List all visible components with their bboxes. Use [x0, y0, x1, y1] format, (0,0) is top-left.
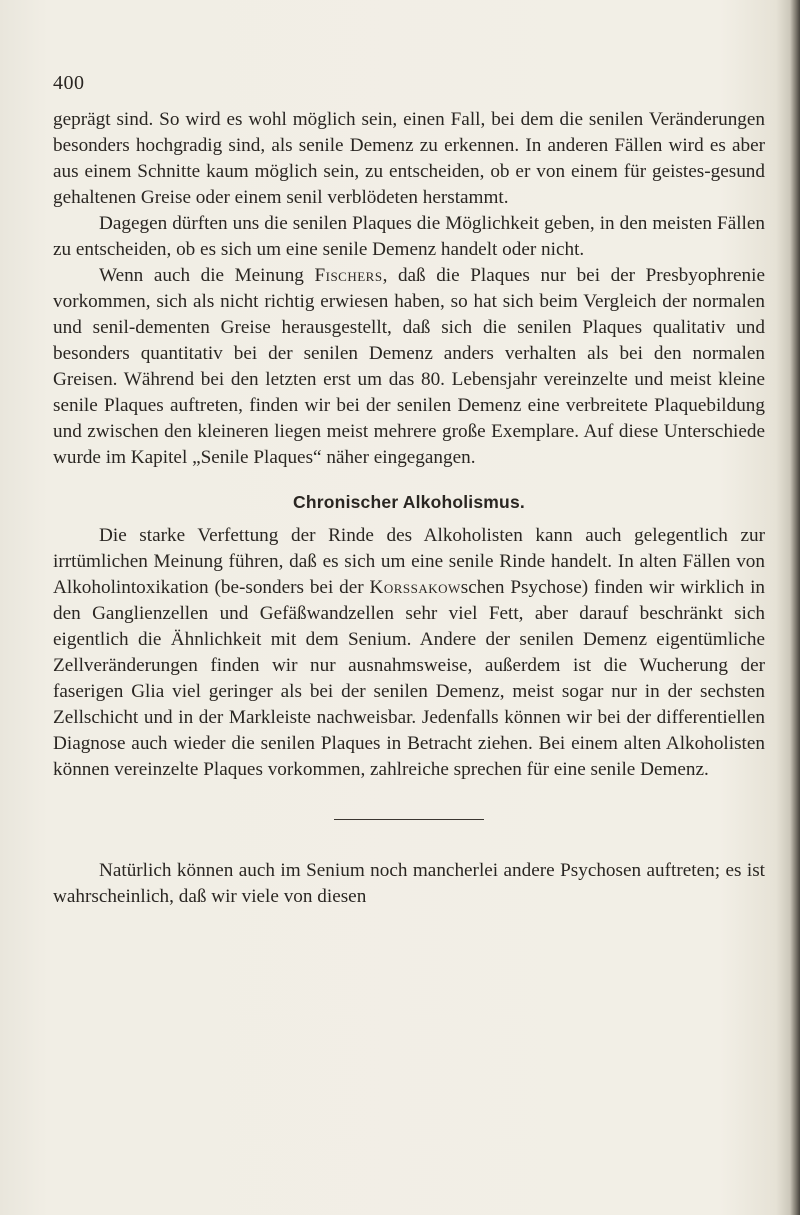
body-text — [53, 107, 765, 910]
final-paragraph: Natürlich können auch im Senium noch mancherlei andere Psychosen auftreten; es ist wahrscheinlich, daß wir viele von diesen — [53, 860, 765, 907]
page-number: 400 — [53, 72, 85, 94]
section-divider — [334, 819, 484, 820]
paragraph-3 — [53, 263, 765, 471]
author-name-fischer: Fischers — [314, 265, 383, 286]
author-name-korssakow: Korssakow — [369, 577, 461, 598]
section-heading: Chronischer Alkoholismus. — [293, 492, 525, 512]
paragraph-3-rest: , daß die Plaques nur bei der Presbyophrenie vorkommen, sich als nicht richtig erwiesen haben, so hat sich beim Vergleich der normalen und senil-dementen Greise herausgestellt, daß sich die senilen Plaques qualitativ und besonders quantitativ bei der senilen Demenz anders verhalten als bei den normalen Greisen. Während bei den letzten erst um das 80. Lebensjahr vereinzelte und meist kleine senile Plaques auftreten, finden wir bei der senilen Demenz eine verbreitete Plaquebildung und zwischen den kleineren liegen meist mehrere große Exemplare. Auf diese Unterschiede wurde im Kapitel „Senile Plaques“ näher eingegangen. — [53, 265, 765, 468]
paragraph-2: Dagegen dürften uns die senilen Plaques die Möglichkeit geben, in den meisten Fällen zu entscheiden, ob es sich um eine senile Demenz handelt oder nicht. — [53, 213, 765, 260]
paragraph-1: geprägt sind. So wird es wohl möglich sein, einen Fall, bei dem die senilen Veränderungen besonders hochgradig sind, als senile Demenz zu erkennen. In anderen Fällen wird es aber aus einem Schnitte kaum möglich sein, zu entscheiden, ob er von einem für geistes-gesund gehaltenen Greise oder einem senil verblödeten herstammt. — [53, 109, 765, 208]
section-paragraph — [53, 523, 765, 783]
page-edge-shadow — [790, 0, 800, 1215]
section-paragraph-start: Die starke Verfettung der Rinde des Alkoholisten kann auch gelegentlich zur irrtümlichen Meinung führen, daß es sich um eine senile Rinde handelt. In alten Fällen von Alkoholintoxikation (be-sonders bei der — [53, 525, 765, 598]
paragraph-3-start: Wenn auch die Meinung — [99, 265, 315, 286]
section-paragraph-rest: schen Psychose) finden wir wirklich in den Ganglienzellen und Gefäßwandzellen sehr viel Fett, aber darauf beschränkt sich eigentlich die Ähnlichkeit mit dem Senium. Andere der senilen Demenz eigentümliche Zellveränderungen finden wir nur ausnahmsweise, außerdem ist die Wucherung der faserigen Glia viel geringer als bei der senilen Demenz, meist sogar nur in der sechsten Zellschicht und in der Markleiste nachweisbar. Jedenfalls können wir bei der differentiellen Diagnose auch wieder die senilen Plaques in Betracht ziehen. Bei einem alten Alkoholisten können vereinzelte Plaques vorkommen, zahlreiche sprechen für eine senile Demenz. — [53, 577, 766, 780]
